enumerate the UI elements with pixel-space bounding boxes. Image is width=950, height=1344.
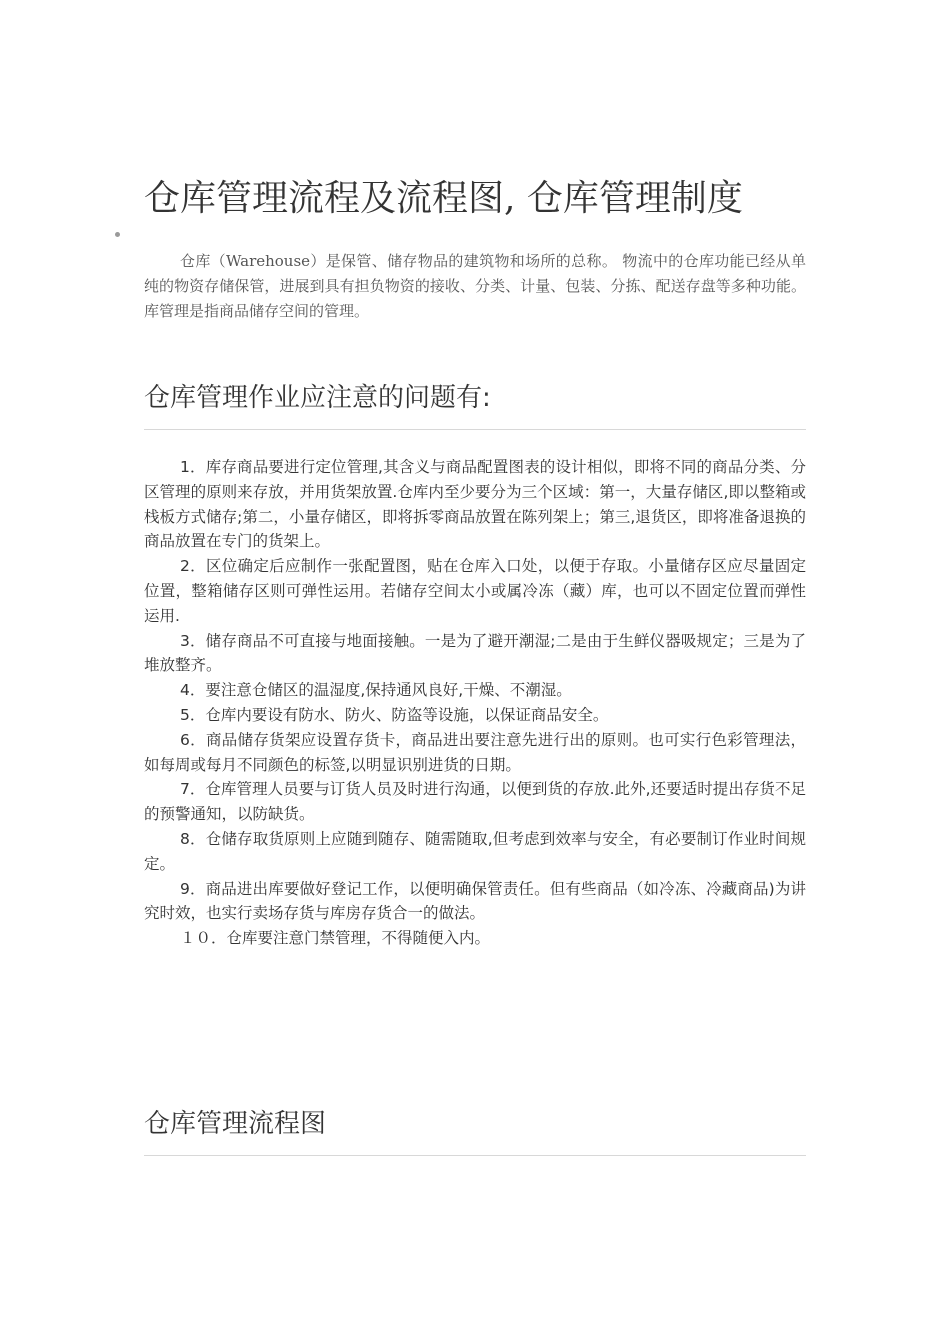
section-heading-notes: 仓库管理作业应注意的问题有: bbox=[144, 383, 491, 413]
list-item: 9．商品进出库要做好登记工作，以便明确保管责任。但有些商品（如冷冻、冷藏商品)为讲究时效，也实行卖场存货与库房存货合一的做法。 bbox=[144, 879, 806, 923]
list-item: 2．区位确定后应制作一张配置图，贴在仓库入口处，以便于存取。小量储存区应尽量固定位置，整箱储存区则可弹性运用。若储存空间太小或属冷冻（藏）库，也可以不固定位置而弹性运用. bbox=[144, 557, 806, 625]
list-item: 1．库存商品要进行定位管理,其含义与商品配置图表的设计相似，即将不同的商品分类、分区管理的原则来存放，并用货架放置.仓库内至少要分为三个区域：第一，大量存储区,即以整箱或栈板方式储存;第二，小量存储区，即将拆零商品放置在陈列架上；第三,退货区，即将准备退换的商品放置在专门的货架上。 bbox=[144, 458, 806, 551]
list-item: 8．仓储存取货原则上应随到随存、随需随取,但考虑到效率与安全，有必要制订作业时间规定。 bbox=[144, 829, 806, 873]
bullet-dot bbox=[115, 232, 120, 237]
list-item: 6．商品储存货架应设置存货卡，商品进出要注意先进行出的原则。也可实行色彩管理法，如每周或每月不同颜色的标签,以明显识别进货的日期。 bbox=[144, 730, 806, 774]
page-title: 仓库管理流程及流程图, 仓库管理制度 bbox=[144, 178, 743, 219]
intro-paragraph: 仓库（Warehouse）是保管、储存物品的建筑物和场所的总称。 物流中的仓库功能已经从单纯的物资存储保管，进展到具有担负物资的接收、分类、计量、包装、分拣、配送存盘等多种功能。库管理是指商品储存空间的管理。 bbox=[144, 252, 806, 320]
list-item: 7．仓库管理人员要与订货人员及时进行沟通，以便到货的存放.此外,还要适时提出存货不足的预警通知，以防缺货。 bbox=[144, 780, 806, 824]
list-item: １０．仓库要注意门禁管理，不得随便入内。 bbox=[180, 929, 491, 948]
notes-list bbox=[144, 455, 806, 951]
section-divider bbox=[144, 1155, 806, 1156]
list-item: 4．要注意仓储区的温湿度,保持通风良好,干燥、不潮湿。 bbox=[180, 681, 572, 700]
list-item: 3．储存商品不可直接与地面接触。一是为了避开潮湿;二是由于生鲜仪器吸规定；三是为了堆放整齐。 bbox=[144, 631, 806, 675]
section-heading-flowchart: 仓库管理流程图 bbox=[144, 1109, 327, 1139]
list-item: 5．仓库内要设有防水、防火、防盗等设施，以保证商品安全。 bbox=[180, 705, 609, 724]
section-divider bbox=[144, 429, 806, 430]
